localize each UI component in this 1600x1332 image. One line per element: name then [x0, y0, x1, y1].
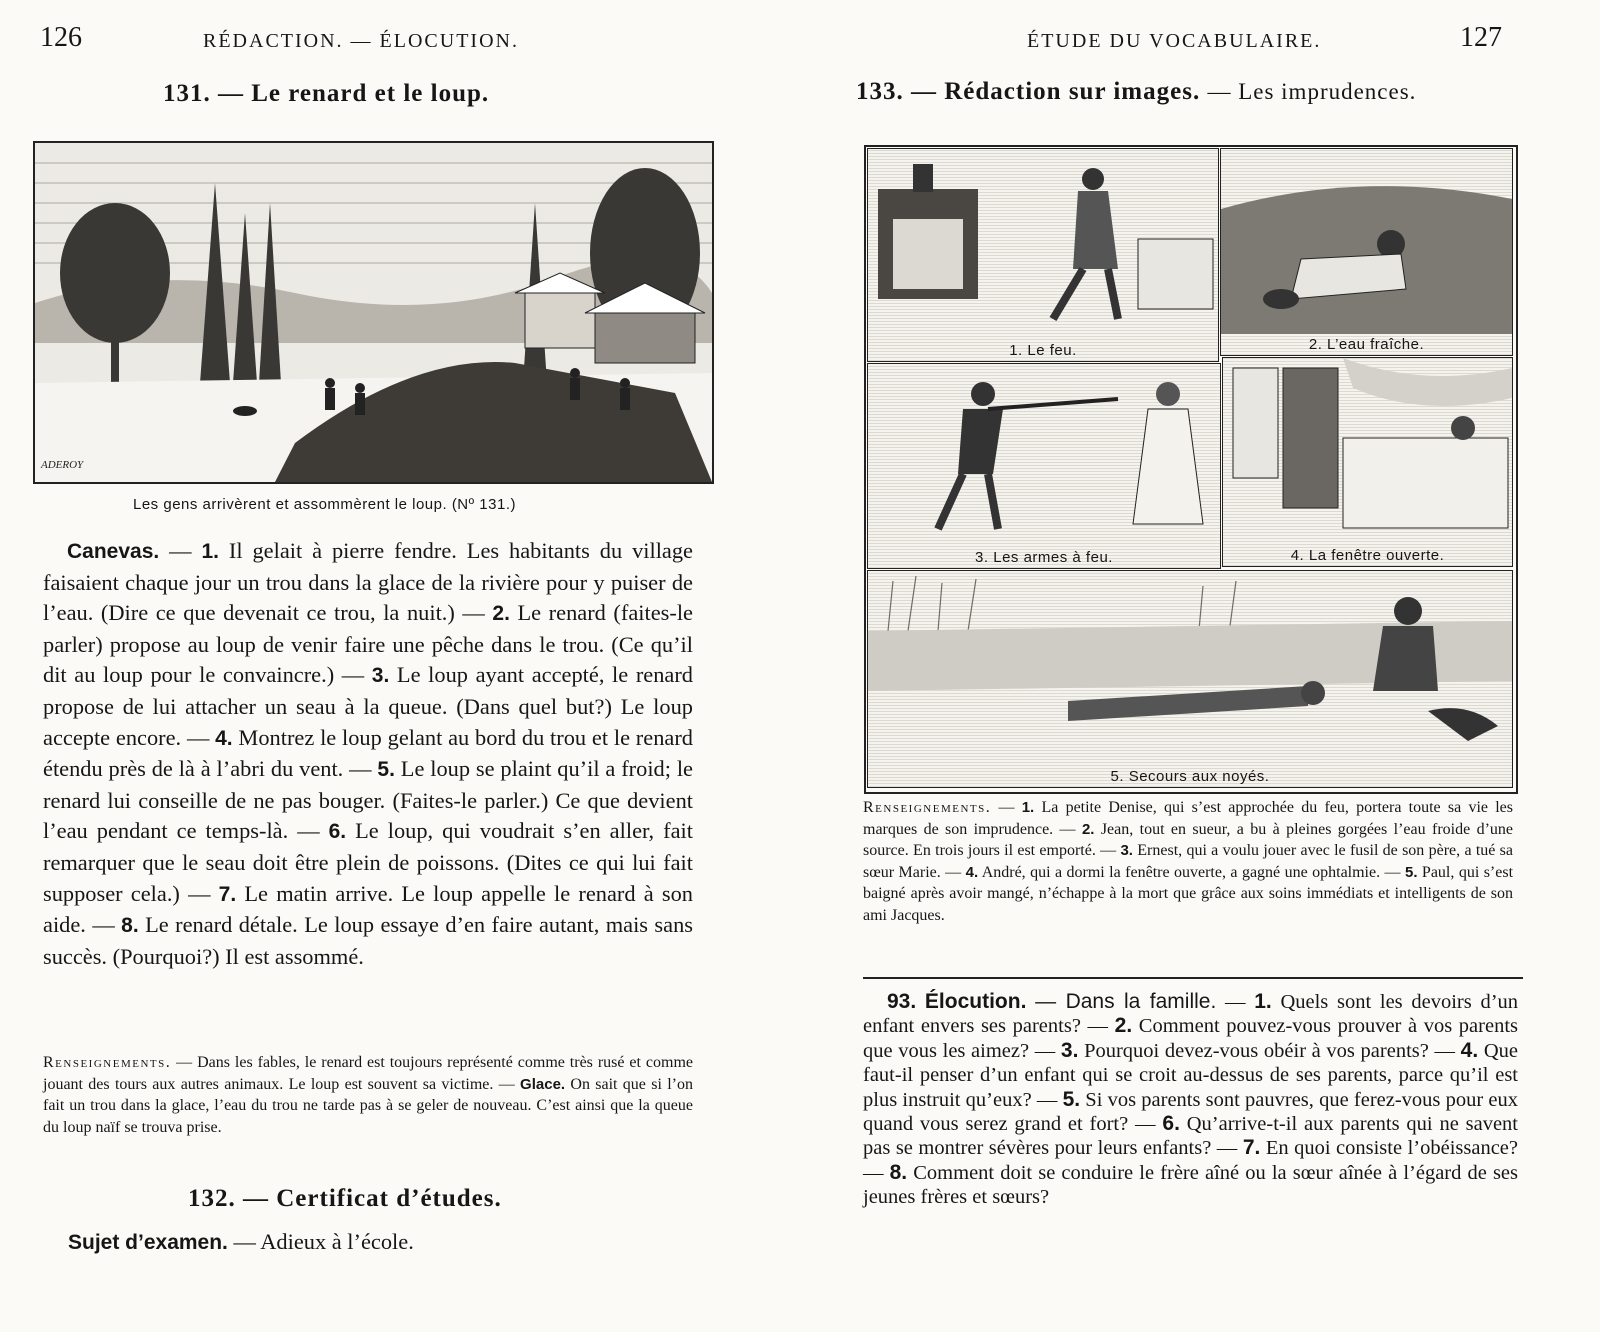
section-title-text: — Rédaction sur images. — [911, 78, 1201, 105]
rescue-scene-icon — [868, 571, 1512, 763]
engraving-fox-and-wolf — [33, 141, 714, 484]
panel-3-caption: 3. Les armes à feu. — [975, 549, 1113, 566]
panel-2-caption: 2. L’eau fraîche. — [1308, 336, 1425, 353]
panel-4-open-window — [1222, 357, 1513, 567]
left-page — [0, 0, 760, 1332]
winter-village-scene — [35, 143, 712, 482]
canevas-text: — 1. Il gelait à pierre fendre. Les habitants du village faisaient chaque jour un trou dans la glace de la rivière pour y puiser de l’eau. (Dire ce que devenait ce trou, la nuit.) — 2. Le renard (faites-le parler) propose au loup de venir faire une pêche dans le trou. (Ce qu’il dit au loup pour le convaincre.) — 3. Le loup ayant accepté, le renard propose de lui attacher un seau à la queue. (Dans quel but?) Le loup accepte encore. — 4. Montrez le loup gelant au bord du trou et le renard étendu près de là à l’abri du vent. — 5. Le loup se plaint qu’il a froid; le renard lui conseille de ne pas bouger. (Faites-le parler.) Ce que devient l’eau pendant ce temps-là. — 6. Le loup, qui voudrait s’en aller, fait remarquer que le seau doit être plein de poissons. (Dites ce qui lui fait supposer cela.) — 7. Le matin arrive. Le loup appelle le renard à son aide. — 8. Le renard détale. Le loup essaye d’en faire autant, mais sans succès. (Pourquoi?) Il est assommé. — [43, 538, 693, 969]
figure-caption-131: Les gens arrivèrent et assommèrent le loup. (Nº 131.) — [133, 496, 516, 513]
panel-5-rescue — [867, 570, 1513, 788]
subject-text: — Adieux à l’école. — [233, 1229, 414, 1254]
section-133-title — [856, 78, 1416, 106]
section-number: 132. — [188, 1185, 236, 1212]
renseignements-label: Renseignements. — [43, 1054, 172, 1071]
section-divider — [863, 977, 1523, 979]
section-title-text: — Certificat d’études. — [243, 1185, 502, 1212]
drinking-boy-icon — [1221, 149, 1512, 334]
panel-4-caption: 4. La fenêtre ouverte. — [1290, 547, 1445, 564]
panel-2-cold-water — [1220, 148, 1513, 356]
section-number: 131. — [163, 80, 211, 107]
renseignements-label: Renseignements. — [863, 799, 992, 816]
panel-3-firearms — [867, 363, 1221, 569]
page-number-right: 127 — [1460, 22, 1502, 53]
fire-scene-icon — [868, 149, 1218, 339]
section-title-text: — Le renard et le loup. — [218, 80, 490, 107]
rifle-scene-icon — [868, 364, 1220, 544]
canevas-paragraph — [43, 536, 693, 972]
elocution-number: 93. — [887, 990, 917, 1013]
elocution-paragraph — [863, 990, 1518, 1210]
elocution-topic: — Dans la famille. — [1035, 990, 1217, 1013]
canevas-label: Canevas. — [67, 540, 160, 563]
running-head-left: RÉDACTION. — ÉLOCUTION. — [203, 30, 519, 52]
page-number-left: 126 — [40, 22, 82, 53]
open-window-icon — [1223, 358, 1512, 543]
renseignements-131 — [43, 1052, 693, 1138]
panel-1-caption: 1. Le feu. — [1009, 342, 1077, 359]
right-page — [800, 0, 1600, 1332]
elocution-label: Élocution. — [924, 990, 1027, 1013]
panel-1-fire — [867, 148, 1219, 362]
section-number: 133. — [856, 78, 904, 105]
elocution-text: — 1. Quels sont les devoirs d’un enfant envers ses parents? — 2. Comment pouvez-vous prouver à vos parents que vous les aimez? — 3. Pourquoi devez-vous obéir à vos parents? — 4. Que faut-il penser d’un enfant qui se croit au-dessus de ses parents, parce qu’il est plus instruit qu’eux? — 5. Si vos parents sont pauvres, que ferez-vous pour eux quand vous serez grand et fort? — 6. Qu’arrive-t-il aux parents qui ne savent pas se montrer sévères pour leurs enfants? — 7. En quoi consiste l’obéissance? — 8. Comment doit se conduire le frère aîné ou la sœur aînée à l’égard de ses jeunes frères et sœurs? — [863, 990, 1519, 1209]
renseignements-text: — Dans les fables, le renard est toujours représenté comme très rusé et comme jouant des tours aux autres animaux. Le loup est souvent sa victime. — Glace. On sait que si l’on fait un trou dans la glace, l’eau du trou ne tarde pas à se geler de nouveau. C’est ainsi que la queue du loup naïf se trouva prise. — [43, 1054, 693, 1136]
section-subtitle: — Les imprudences. — [1207, 79, 1417, 104]
subject-label: Sujet d’examen. — [68, 1231, 228, 1254]
section-132-title — [188, 1185, 502, 1213]
illustration-signature: ADEROY — [41, 459, 84, 471]
section-131-title — [163, 80, 489, 108]
exam-subject — [68, 1227, 688, 1259]
panel-5-caption: 5. Secours aux noyés. — [1110, 768, 1270, 785]
renseignements-133 — [863, 797, 1513, 926]
renseignements-text: — 1. La petite Denise, qui s’est approchée du feu, portera toute sa vie les marques de son imprudence. — 2. Jean, tout en sueur, a bu à pleines gorgées l’eau froide d’une source. En trois jours il est emporté. — 3. Ernest, qui a voulu jouer avec le fusil de son père, a tué sa sœur Marie. — 4. André, qui a dormi la fenêtre ouverte, a gagné une ophtalmie. — 5. Paul, qui s’est baigné après avoir mangé, n’échappe à la mort que grâce aux soins immédiats et intelligents de son ami Jacques. — [863, 799, 1514, 924]
running-head-right: ÉTUDE DU VOCABULAIRE. — [1027, 30, 1322, 52]
